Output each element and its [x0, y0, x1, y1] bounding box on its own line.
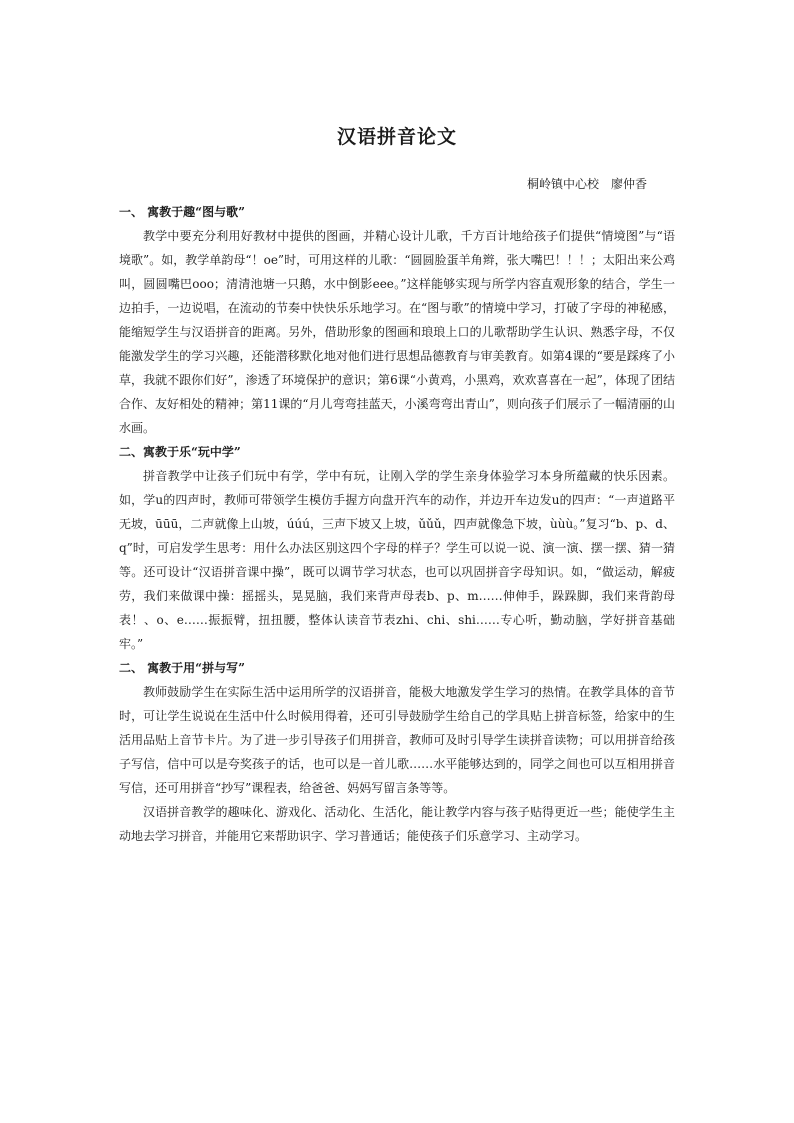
paragraph: 汉语拼音教学的趣味化、游戏化、活动化、生活化，能让教学内容与孩子贴得更近一些；能使学生主动地去学习拼音，并能用它来帮助识字、学习普通话；能使孩子们乐意学习、主动学习。 [119, 805, 675, 843]
document-body [119, 200, 675, 848]
paragraph: 拼音教学中让孩子们玩中有学，学中有玩，让刚入学的学生亲身体验学习本身所蕴藏的快乐因素。如，学u的四声时，教师可带领学生模仿手握方向盘开汽车的动作，并边开车边发u的四声：“一声道路平无坡，ūūū，二声就像上山坡，úúú，三声下坡又上坡，ǔǔǔ，四声就像急下坡，ùùù。”复习“b、p、d、q”时，可启发学生思考：用什么办法区别这四个字母的样子？学生可以说一说、演一演、摆一摆、猜一猜等。还可设计“汉语拼音课中操”，既可以调节学习状态，也可以巩固拼音字母知识。如，“做运动，解疲劳，我们来做课中操：摇摇头，晃晃脑，我们来背声母表b、p、m……伸伸手，跺跺脚，我们来背韵母表！、o、e……振振臂，扭扭腰，整体认读音节表zhi、chi、shi……专心听，勤动脑，学好拼音基础牢。” [119, 469, 675, 651]
section-1 [119, 200, 675, 440]
section-2 [119, 440, 675, 656]
author-line: 桐岭镇中心校 廖仲香 [526, 177, 647, 191]
document-title: 汉语拼音论文 [336, 126, 457, 148]
section-heading: 二、 寓教于用“拼与写” [119, 661, 245, 675]
section-heading: 一、 寓教于趣“图与歌” [119, 205, 245, 219]
section-heading: 二、寓教于乐“玩中学” [119, 445, 241, 459]
paragraph: 教学中要充分利用好教材中提供的图画，并精心设计儿歌，千方百计地给孩子们提供“情境图”与“语境歌”。如，教学单韵母“！oe”时，可用这样的儿歌：“圆圆脸蛋羊角辫，张大嘴巴！！！；太阳出来公鸡叫，圆圆嘴巴ooo；清清池塘一只鹅，水中倒影eee。”这样能够实现与所学内容直观形象的结合，学生一边拍手，一边说唱，在流动的节奏中快快乐乐地学习。在“图与歌”的情境中学习，打破了字母的神秘感，能缩短学生与汉语拼音的距离。另外，借助形象的图画和琅琅上口的儿歌帮助学生认识、熟悉字母，不仅能激发学生的学习兴趣，还能潜移默化地对他们进行思想品德教育与审美教育。如第4课的“要是踩疼了小草，我就不跟你们好”，渗透了环境保护的意识；第6课“小黄鸡，小黑鸡，欢欢喜喜在一起”，体现了团结合作、友好相处的精神；第11课的“月儿弯弯挂蓝天，小溪弯弯出青山”，则向孩子们展示了一幅清丽的山水画。 [119, 229, 675, 435]
section-3 [119, 656, 675, 848]
paragraph: 教师鼓励学生在实际生活中运用所学的汉语拼音，能极大地激发学生学习的热情。在教学具体的音节时，可让学生说说在生活中什么时候用得着，还可引导鼓励学生给自己的学具贴上拼音标签，给家中的生活用品贴上音节卡片。为了进一步引导孩子们用拼音，教师可及时引导学生读拼音读物；可以用拼音给孩子写信，信中可以是夸奖孩子的话，也可以是一首儿歌……水平能够达到的，同学之间也可以互相用拼音写信，还可用拼音“抄写”课程表，给爸爸、妈妈写留言条等等。 [119, 685, 675, 795]
